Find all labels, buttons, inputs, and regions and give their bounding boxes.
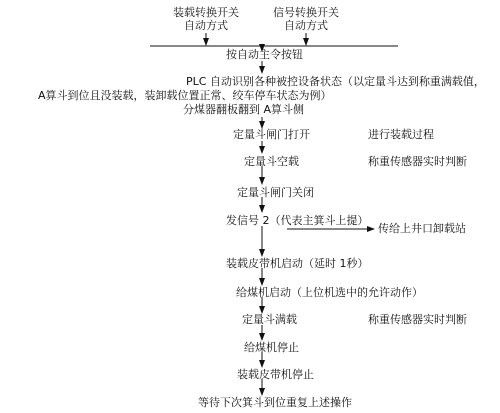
loading-switch-label: 装载转换开关 <box>173 6 239 19</box>
step-send-signal: 发信号 2（代表主箕斗上提） <box>226 214 369 227</box>
step-diverter: 分煤器翻板翻到 A算斗侧 <box>183 103 305 116</box>
loading-switch-mode: 自动方式 <box>184 19 228 32</box>
step-full-load: 定量斗满载 <box>242 313 297 326</box>
step-feeder-start: 给煤机启动（上位机选中的允许动作） <box>236 286 423 299</box>
step-gate-close: 定量斗闸门关闭 <box>237 186 314 199</box>
note-weighing-full: 称重传感器实时判断 <box>368 313 467 326</box>
step-gate-open: 定量斗闸门打开 <box>233 128 310 141</box>
step-plc-identify: PLC 自动识别各种被控设备状态（以定量斗达到称重满载值， <box>186 75 485 88</box>
note-loading-process: 进行装载过程 <box>368 128 434 141</box>
signal-switch-mode: 自动方式 <box>284 19 328 32</box>
step-empty-load: 定量斗空载 <box>244 155 299 168</box>
step-wait-repeat: 等待下次箕斗到位重复上述操作 <box>198 396 352 409</box>
step-press-button: 按自动主令按钮 <box>226 48 303 61</box>
step-feeder-stop: 给煤机停止 <box>244 341 299 354</box>
step-belt-stop: 装载皮带机停止 <box>237 368 314 381</box>
note-send-to-station: 传给上井口卸载站 <box>378 222 466 235</box>
signal-switch-label: 信号转换开关 <box>273 6 339 19</box>
note-weighing-empty: 称重传感器实时判断 <box>368 155 467 168</box>
step-belt-start: 装载皮带机启动（延时 1秒） <box>226 257 369 270</box>
step-plc-identify-cont: A算斗到位且没装载，装卸载位置正常、绞车停车状态为例） <box>38 89 332 102</box>
